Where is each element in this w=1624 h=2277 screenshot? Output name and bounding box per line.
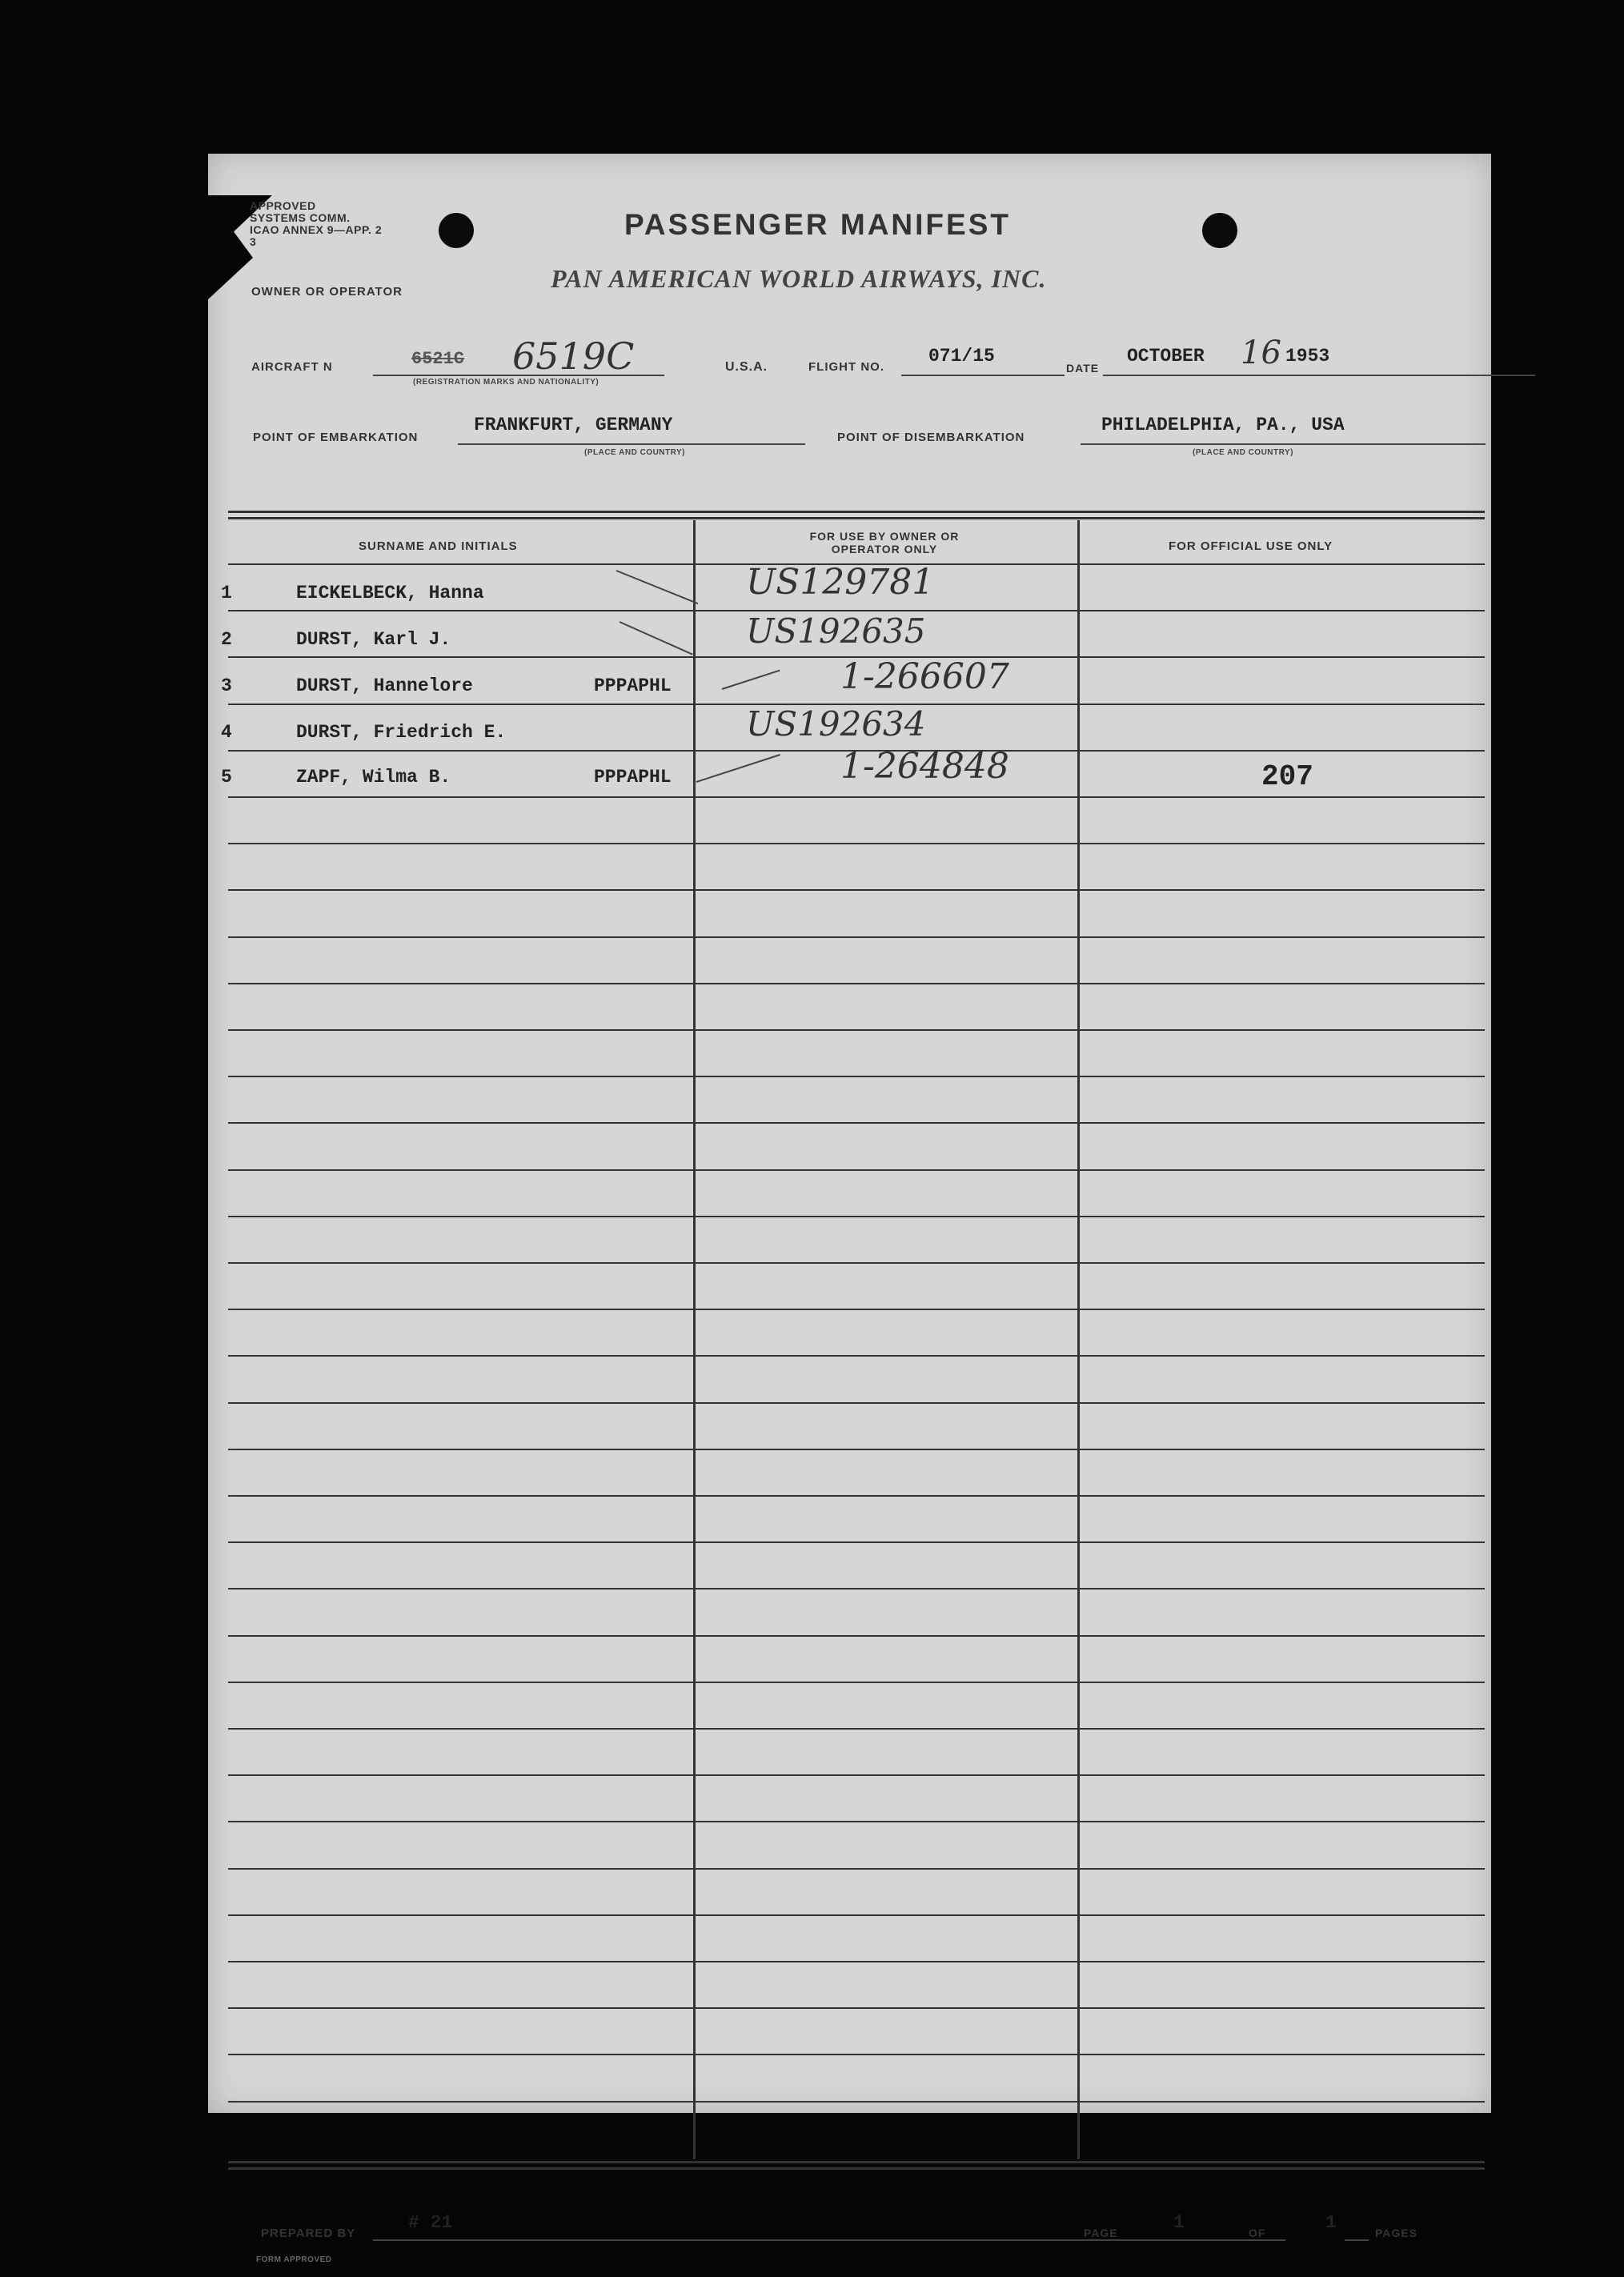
approval-line: APPROVED xyxy=(250,199,316,212)
column-header-official-use: FOR OFFICIAL USE ONLY xyxy=(1169,539,1333,553)
date-month: OCTOBER xyxy=(1127,346,1205,367)
embarkation-value: FRANKFURT, GERMANY xyxy=(474,415,673,435)
table-rule xyxy=(228,1402,1485,1404)
flight-label: FLIGHT NO. xyxy=(808,360,884,374)
flight-underline xyxy=(901,375,1065,376)
row-number: 5 xyxy=(221,767,232,788)
official-use-entry: 207 xyxy=(1261,760,1313,793)
page-label: PAGE xyxy=(1084,2227,1118,2239)
table-rule xyxy=(228,1868,1485,1870)
form-code: FORM APPROVED xyxy=(256,2255,332,2264)
table-rule xyxy=(228,1262,1485,1264)
table-top-rule-2 xyxy=(228,517,1485,519)
disembarkation-value: PHILADELPHIA, PA., USA xyxy=(1101,415,1345,435)
of-label: OF xyxy=(1249,2227,1266,2239)
passenger-code: PPPAPHL xyxy=(594,675,672,696)
aircraft-value: 6519C xyxy=(512,335,635,378)
page-value: 1 xyxy=(1173,2212,1185,2233)
table-rule xyxy=(228,1541,1485,1543)
row-number: 3 xyxy=(221,675,232,696)
passenger-owner-entry: 1-264848 xyxy=(840,746,1009,787)
passenger-name: ZAPF, Wilma B. xyxy=(296,767,451,788)
row-number: 2 xyxy=(221,629,232,650)
aircraft-struck-value: 6521C xyxy=(411,349,465,369)
disembarkation-caption: (PLACE AND COUNTRY) xyxy=(1193,448,1293,457)
approval-stamp xyxy=(250,200,382,248)
flight-value: 071/15 xyxy=(928,346,995,367)
column-header-surname: SURNAME AND INITIALS xyxy=(359,539,518,553)
column-header-owner-use: FOR USE BY OWNER OR OPERATOR ONLY xyxy=(809,530,960,555)
date-label: DATE xyxy=(1066,362,1100,375)
table-rule xyxy=(228,1728,1485,1730)
column-divider-2 xyxy=(1077,520,1080,2159)
date-year: 1953 xyxy=(1285,346,1330,367)
approval-line: 3 xyxy=(250,235,257,248)
usa-label: U.S.A. xyxy=(725,360,768,374)
airline-name: PAN AMERICAN WORLD AIRWAYS, INC. xyxy=(551,264,1047,293)
passenger-owner-entry: US192635 xyxy=(746,611,926,651)
table-rule xyxy=(228,2101,1485,2103)
table-rule xyxy=(228,1821,1485,1822)
row-number: 4 xyxy=(221,722,232,743)
table-rule xyxy=(228,2007,1485,2009)
table-rule xyxy=(228,1309,1485,1310)
manifest-sheet xyxy=(208,154,1491,2264)
table-rule xyxy=(228,1495,1485,1497)
of-value: 1 xyxy=(1325,2212,1337,2233)
table-rule xyxy=(228,1029,1485,1031)
table-rule xyxy=(228,983,1485,984)
aircraft-label: AIRCRAFT N xyxy=(251,360,333,374)
check-mark xyxy=(722,670,780,690)
column-divider-1 xyxy=(693,520,696,2159)
table-rule xyxy=(228,1682,1485,1683)
table-bottom-rule xyxy=(228,2161,1485,2163)
table-rule xyxy=(228,1774,1485,1776)
table-bottom-rule-2 xyxy=(228,2167,1485,2170)
table-rule xyxy=(228,1449,1485,1450)
embarkation-underline xyxy=(458,443,805,445)
table-rule xyxy=(228,1914,1485,1916)
of-underline xyxy=(1345,2239,1369,2241)
passenger-name: DURST, Hannelore xyxy=(296,675,473,696)
check-mark xyxy=(696,754,780,783)
punch-hole-right xyxy=(1202,213,1237,248)
punch-hole-left xyxy=(439,213,474,248)
prepared-by-underline xyxy=(373,2239,1285,2241)
prepared-by-value: # 21 xyxy=(408,2212,453,2233)
owner-label: OWNER OR OPERATOR xyxy=(251,285,403,299)
table-rule xyxy=(228,843,1485,844)
disembarkation-underline xyxy=(1081,443,1486,445)
date-underline xyxy=(1103,375,1535,376)
table-rule xyxy=(228,796,1485,798)
table-rule xyxy=(228,1635,1485,1637)
passenger-name: DURST, Karl J. xyxy=(296,629,451,650)
approval-line: ICAO ANNEX 9—APP. 2 xyxy=(250,223,383,236)
table-rule xyxy=(228,1169,1485,1171)
prepared-by-label: PREPARED BY xyxy=(261,2227,356,2240)
table-top-rule xyxy=(228,511,1485,513)
pages-label: PAGES xyxy=(1375,2227,1417,2239)
check-mark xyxy=(620,621,693,655)
table-rule xyxy=(228,1355,1485,1357)
passenger-owner-entry: US192634 xyxy=(746,704,926,744)
table-rule xyxy=(228,936,1485,938)
table-rule xyxy=(228,1216,1485,1217)
passenger-code: PPPAPHL xyxy=(594,767,672,788)
embarkation-label: POINT OF EMBARKATION xyxy=(253,431,419,444)
passenger-owner-entry: 1-266607 xyxy=(840,656,1009,697)
passenger-name: DURST, Friedrich E. xyxy=(296,722,507,743)
registration-caption: (REGISTRATION MARKS AND NATIONALITY) xyxy=(413,378,599,387)
embarkation-caption: (PLACE AND COUNTRY) xyxy=(584,448,685,457)
table-rule xyxy=(228,1076,1485,1077)
row-number: 1 xyxy=(221,583,232,603)
passenger-owner-entry: US129781 xyxy=(746,562,935,603)
table-rule xyxy=(228,1122,1485,1124)
date-day: 16 xyxy=(1241,335,1281,371)
table-rule xyxy=(228,1961,1485,1962)
approval-line: SYSTEMS COMM. xyxy=(250,211,351,224)
table-rule xyxy=(228,1588,1485,1589)
table-rule xyxy=(228,889,1485,891)
table-rule xyxy=(228,2054,1485,2055)
page-title: PASSENGER MANIFEST xyxy=(624,208,1011,241)
passenger-name: EICKELBECK, Hanna xyxy=(296,583,484,603)
disembarkation-label: POINT OF DISEMBARKATION xyxy=(837,431,1025,444)
check-mark xyxy=(616,570,699,604)
